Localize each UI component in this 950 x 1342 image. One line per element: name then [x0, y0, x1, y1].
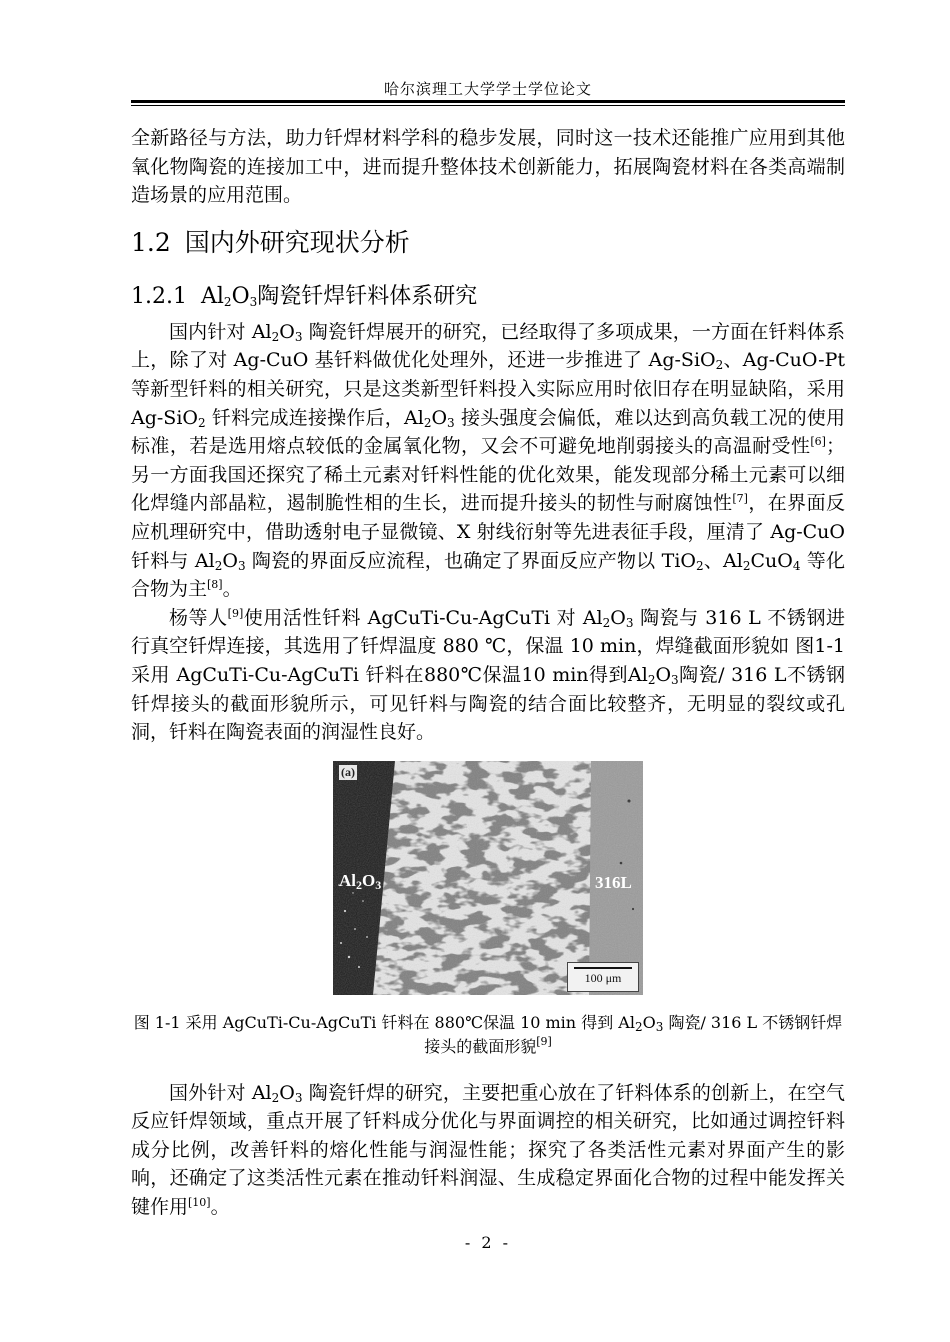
subsection-title: $Al_2O_3$陶瓷钎焊钎料体系研究	[200, 283, 478, 309]
header-rule-thin	[131, 105, 845, 106]
citation-ref: [6]	[810, 435, 826, 449]
al2o3-region-label: $Al_2O_3$	[339, 870, 382, 892]
header-rule-thick	[131, 100, 845, 103]
section-number: 1.2	[131, 227, 171, 257]
scale-bar-label: 100 μm	[584, 970, 622, 985]
subsection-number: 1.2.1	[131, 283, 187, 309]
scale-bar-line	[574, 967, 632, 969]
steel-region-label: 316L	[595, 872, 632, 892]
subsection-heading	[131, 280, 845, 314]
section-heading	[131, 225, 845, 261]
sem-micrograph-figure	[333, 761, 643, 995]
scale-bar	[567, 962, 639, 992]
paragraph-foreign-research: 国外针对 $Al_2O_3$ 陶瓷钎焊的研究，主要把重心放在了钎料体系的创新上，在空气反应钎焊领域，重点开展了钎料成分优化与界面调控的相关研究，比如通过调控钎料成分比例，改善钎料的熔化性能与润湿性能；探究了各类活性元素对界面产生的影响，还确定了这类活性元素在推动钎料润湿、生成稳定界面化合物的过程中能发挥关键作用[10]。	[131, 1081, 845, 1219]
citation-ref: [10]	[188, 1196, 211, 1210]
running-header: 哈尔滨理工大学学士学位论文	[383, 80, 592, 98]
main-content	[131, 124, 845, 1222]
section-title: 国内外研究现状分析	[184, 227, 410, 257]
citation-ref: [9]	[536, 1034, 552, 1048]
figure-caption: 图 1-1 采用 AgCuTi-Cu-AgCuTi 钎料在 880℃保温 10 min 得到 $Al_2O_3$ 陶瓷/ 316 L 不锈钢钎焊接头的截面形貌[9]	[133, 1012, 843, 1056]
paragraph-domestic-research: 国内针对 $Al_2O_3$ 陶瓷钎焊展开的研究，已经取得了多项成果，一方面在钎料体系上，除了对 Ag-CuO 基钎料做优化处理外，还进一步推进了 Ag-SiO$_2$、Ag-CuO-Pt 等新型钎料的相关研究，只是这类新型钎料投入实际应用时依旧存在明显缺陷，采用 Ag-SiO$_2$ 钎料完成连接操作后，$Al_2O_3$ 接头强度会偏低，难以达到高负载工况的使用标准，若是选用熔点较低的金属氧化物，又会不可避免地削弱接头的高温耐受性[6]；另一方面我国还探究了稀土元素对钎料性能的优化效果，能发现部分稀土元素可以细化焊缝内部晶粒，遏制脆性相的生长，进而提升接头的韧性与耐腐蚀性[7]，在界面反应机理研究中，借助透射电子显微镜、X 射线衍射等先进表征手段，厘清了 Ag-CuO 钎料与 $Al_2O_3$ 陶瓷的界面反应流程，也确定了界面反应产物以 TiO$_2$、$Al_2CuO_4$ 等化合物为主[8]。	[131, 320, 846, 601]
citation-ref: [9]	[227, 606, 244, 620]
citation-ref: [7]	[732, 492, 748, 506]
intro-paragraph: 全新路径与方法，助力钎焊材料学科的稳步发展，同时这一技术还能推广应用到其他氧化物陶瓷的连接加工中，进而提升整体技术创新能力，拓展陶瓷材料在各类高端制造场景的应用范围。	[131, 127, 845, 207]
panel-label: (a)	[341, 764, 355, 779]
paragraph-yang-study: 杨等人[9]使用活性钎料 AgCuTi-Cu-AgCuTi 对 $Al_2O_3$ 陶瓷与 316 L 不锈钢进行真空钎焊连接，其选用了钎焊温度 880 ℃，保温 10 min，焊缝截面形貌如 图1-1采用 AgCuTi-Cu-AgCuTi 钎料在880℃保温10 min得到$Al_2O_3$陶瓷/ 316 L不锈钢钎焊接头的截面形貌所示，可见钎料与陶瓷的结合面比较整齐，无明显的裂纹或孔洞，钎料在陶瓷表面的润湿性良好。	[131, 606, 845, 744]
citation-ref: [8]	[207, 578, 223, 592]
page-number: - 2 -	[464, 1233, 512, 1252]
